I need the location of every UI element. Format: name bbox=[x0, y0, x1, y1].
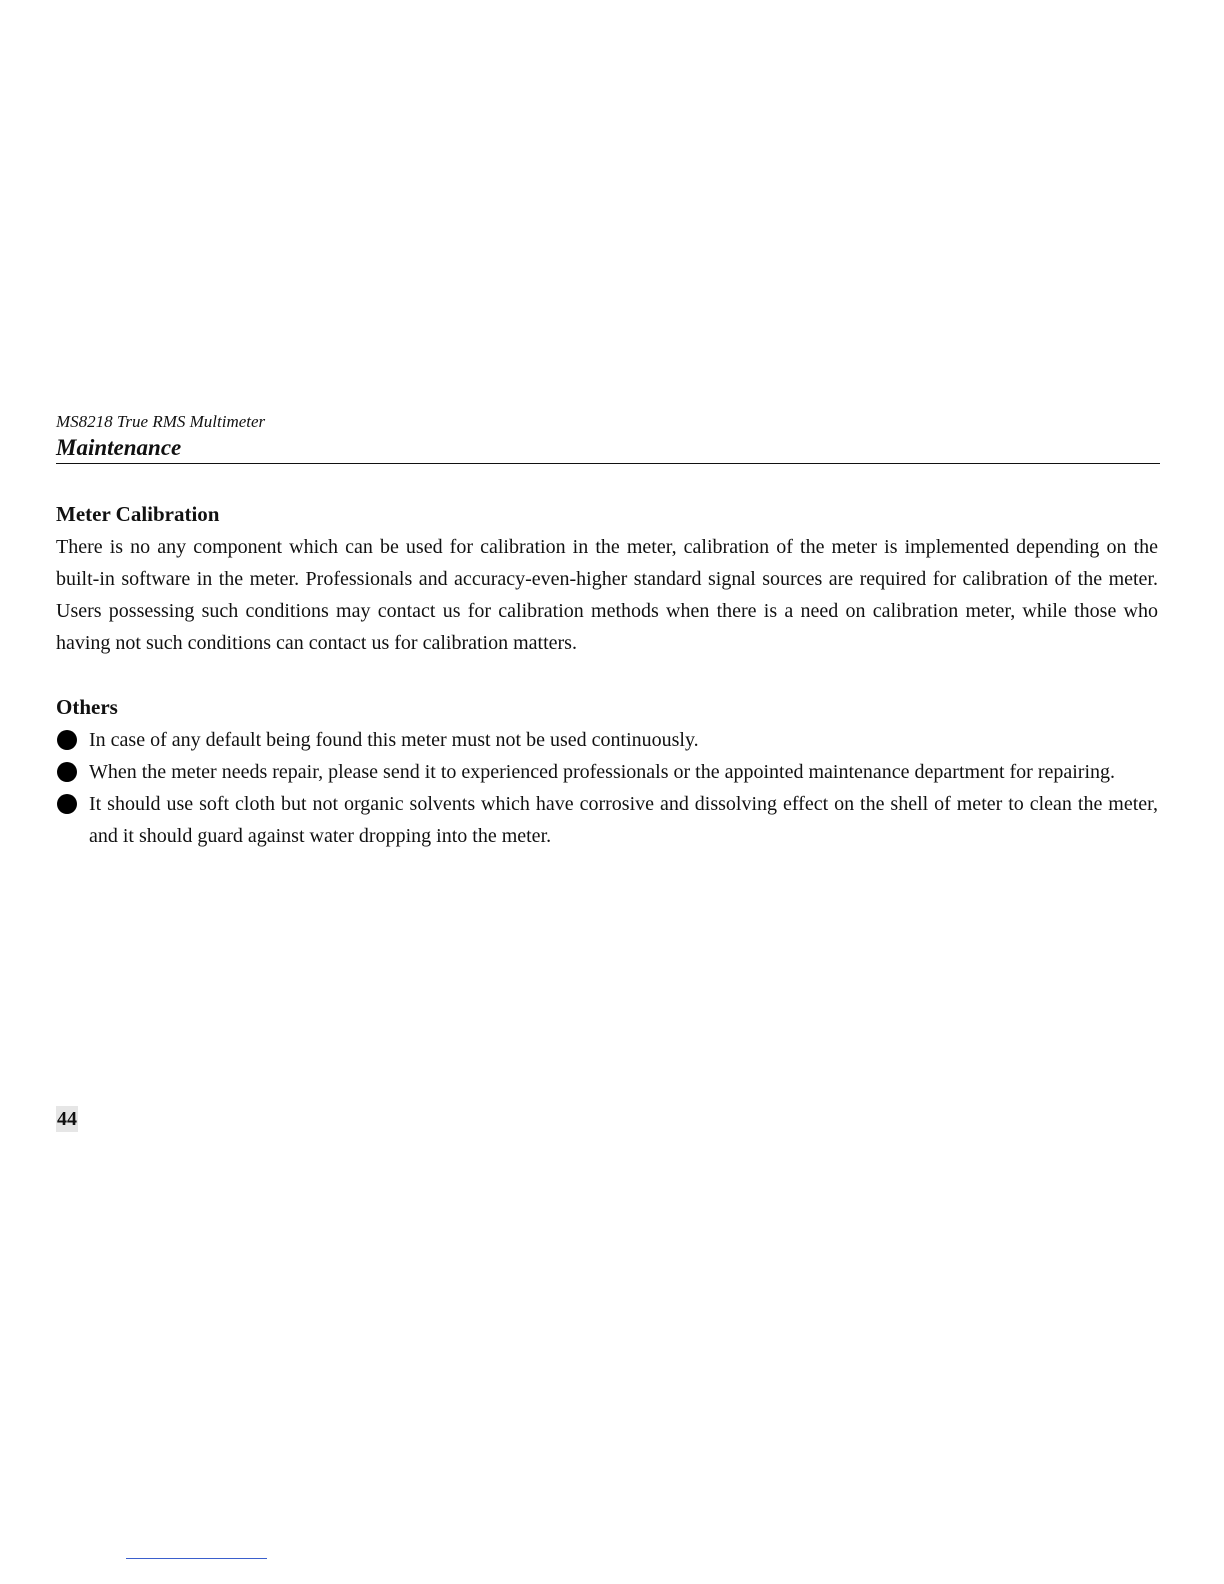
calibration-section bbox=[56, 500, 1158, 659]
others-list bbox=[56, 724, 1158, 852]
page-header bbox=[56, 412, 1160, 462]
others-section bbox=[56, 693, 1158, 852]
list-item bbox=[56, 788, 1158, 852]
footer-link-line bbox=[126, 1558, 267, 1559]
section-spacer bbox=[56, 659, 1158, 693]
header-divider bbox=[56, 463, 1160, 464]
document-title: MS8218 True RMS Multimeter bbox=[56, 412, 266, 431]
calibration-paragraph: There is no any component which can be used for calibration in the meter, calibration of the meter is implemented depending on the built-in software in the meter. Professionals and accuracy-even-higher standard signal sources are required for calibration of the meter. Users possessing such conditions may contact us for calibration methods when there is a need on calibration meter, while those who having not such conditions can contact us for calibration matters. bbox=[56, 536, 1158, 654]
bullet-icon bbox=[57, 730, 77, 750]
section-title: Maintenance bbox=[56, 435, 182, 460]
bullet-icon bbox=[57, 794, 77, 814]
list-item bbox=[56, 724, 1158, 756]
list-item-text: It should use soft cloth but not organic solvents which have corrosive and dissolving effect on the shell of meter to clean the meter, and it should guard against water dropping into the meter. bbox=[89, 793, 1158, 847]
calibration-heading: Meter Calibration bbox=[56, 502, 220, 526]
page-number: 44 bbox=[57, 1108, 77, 1130]
list-item-text: In case of any default being found this meter must not be used continuously. bbox=[89, 729, 699, 751]
bullet-icon bbox=[57, 762, 77, 782]
main-content bbox=[56, 500, 1158, 852]
list-item bbox=[56, 756, 1158, 788]
others-heading: Others bbox=[56, 695, 118, 719]
list-item-text: When the meter needs repair, please send it to experienced professionals or the appointed maintenance department for repairing. bbox=[89, 761, 1116, 783]
